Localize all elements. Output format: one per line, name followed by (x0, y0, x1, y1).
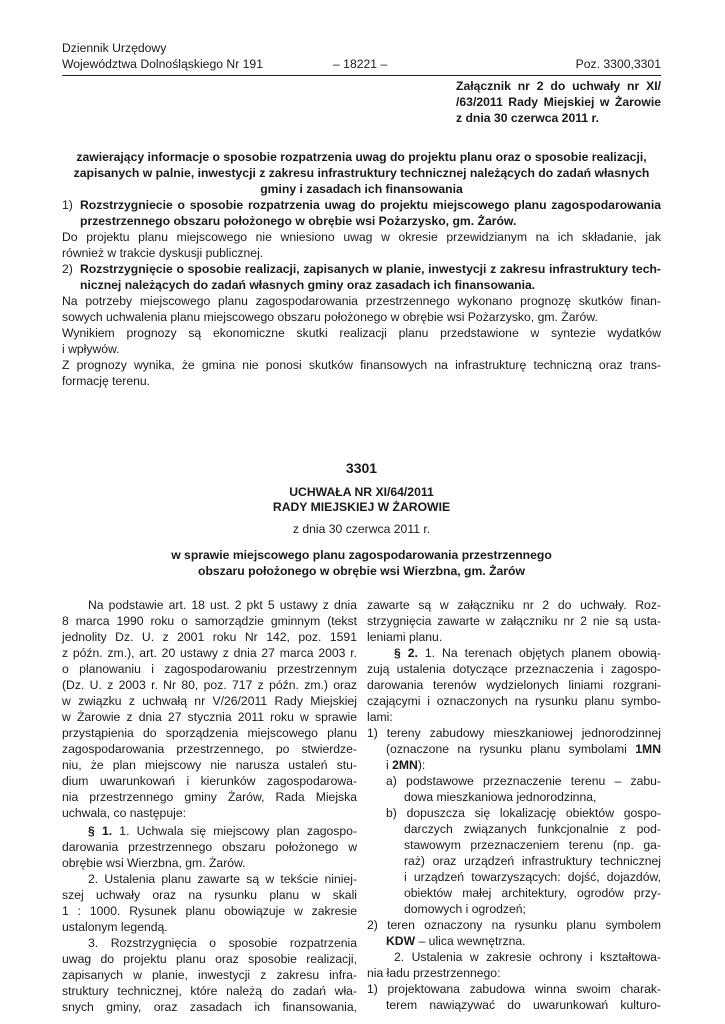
left-column-line: ustalonym legendą. (62, 920, 168, 934)
right-column-line: nia ładu przestrzennego: (367, 966, 501, 980)
left-column-line: w związku z uchwałą nr V/26/2011 Rady Miejskiej (62, 694, 357, 708)
resolution-subject-line1: w sprawie miejscowego planu zagospodarowania przestrzennego (171, 548, 552, 562)
right-column-line: § 2. 1. Na terenach objętych planem obowią- (394, 646, 661, 660)
right-column-line: KDW – ulica wewnętrzna. (386, 934, 526, 948)
right-column-line: i urządzeń towarzyszących: dojść, dojazdów, (404, 870, 661, 884)
right-column-line: 1) tereny zabudowy mieszkaniowej jednorodzinnej (367, 726, 661, 740)
right-column-line: strzygnięcia zawarte w załączniku nr 2 nie są usta- (367, 614, 661, 628)
annex-para3-line2: i wpływów. (62, 342, 120, 356)
left-column-line: zagospodarowania przestrzennego, po stwierdze- (62, 742, 357, 756)
resolution-subject-line2: obszaru położonego w obrębie wsi Wierzbna, gm. Żarów (198, 564, 525, 578)
left-column-line: 1 : 1000. Rysunek planu obowiązuje w zakresie (62, 904, 357, 918)
right-column-line: a) podstawowe przeznaczenie terenu – zabu- (386, 774, 661, 788)
attachment-line2: /63/2011 Rady Miejskiej w Żarowie (456, 95, 661, 109)
annex-item2-number: 2) (62, 262, 73, 276)
left-column-line: szej uchwały oraz na rysunku planu w skali (62, 888, 357, 902)
annex-item1-line1: Rozstrzygniecie o sposobie rozpatrzenia uwag do projektu miejscowego planu zagospodarowania (80, 198, 661, 212)
left-column-line: 2. Ustalenia planu zawarte są w tekście niniej- (88, 872, 357, 886)
left-column-line: niu, że plan miejscowy nie narusza ustaleń stu- (62, 758, 357, 772)
journal-title-line2: Województwa Dolnośląskiego Nr 191 (62, 57, 263, 71)
right-column-line: b) dopuszcza się lokalizację obiektów gospo- (386, 806, 661, 820)
right-column-line: raż) oraz urządzeń infrastruktury technicznej (404, 854, 661, 868)
annex-para2-line1: Na potrzeby miejscowego planu zagospodarowania przestrzennego wykonano prognozę skutków finan- (62, 294, 661, 308)
left-column-line: 8 marca 1990 roku o samorządzie gminnym (tekst (62, 614, 357, 628)
right-column-line: leniami planu. (367, 630, 443, 644)
left-column-line: obrębie wsi Wierzbna, gm. Żarów. (62, 856, 246, 870)
left-column-line: dium uwarunkowań i kierunków zagospodarowa- (62, 774, 357, 788)
left-column-line: snych gminy, oraz zasadach ich finansowania, (62, 1000, 357, 1014)
annex-para3-line1: Wynikiem prognozy są ekonomiczne skutki realizacji planu przedstawione w syntezie wydatków (62, 326, 661, 340)
left-column-line: 3. Rozstrzygnięcia o sposobie rozpatrzenia (88, 936, 357, 950)
annex-item1-number: 1) (62, 198, 73, 212)
annex-item2-line2: nicznej należących do zadań własnych gminy oraz zasadach ich finansowania. (80, 278, 536, 292)
journal-title-line1: Dziennik Urzędowy (62, 41, 167, 55)
left-column-line: Na podstawie art. 18 ust. 2 pkt 5 ustawy z dnia (88, 598, 357, 612)
resolution-date: z dnia 30 czerwca 2011 r. (292, 522, 431, 536)
right-column-line: (oznaczone na rysunku planu symbolami 1MN (386, 742, 661, 756)
right-column-line: stawowym przeznaczeniem terenu (np. ga- (404, 838, 661, 852)
right-column-line: dowa mieszkaniowa jednorodzinna, (404, 790, 597, 804)
right-column-line: 2) teren oznaczony na rysunku planu symbolem (367, 918, 661, 932)
left-column-line: § 1. 1. Uchwala się miejscowy plan zagospo- (88, 824, 357, 838)
left-column-line: zapisanych w planie, inwestycji z zakresu infra- (62, 968, 357, 982)
attachment-line1: Załącznik nr 2 do uchwały nr XI/ (456, 79, 661, 93)
left-column-line: przystąpienia do sporządzenia miejscowego planu (62, 726, 357, 740)
right-column-line: domowych i ogrodzeń; (404, 902, 526, 916)
left-column-line: uwag do projektu planu oraz sposobie realizacji, (62, 952, 357, 966)
annex-para1-line2: również w trakcie dyskusji publicznej. (62, 246, 264, 260)
left-column-line: jednolity Dz. U. z 2001 roku Nr 142, poz. 1591 (62, 630, 357, 644)
right-column-line: zują ustalenia dotyczące przeznaczenia i zagospo- (367, 662, 661, 676)
right-column-line: czającymi i oznaczonych na rysunku planu symbo- (367, 694, 661, 708)
right-column-line: darowania terenów wydzielonych liniami rozgrani- (367, 678, 661, 692)
left-column-line: (Dz. U. z 2003 r. Nr 80, poz. 717 z późn. zm.) oraz (62, 678, 357, 692)
right-column-line: 2. Ustalenia w zakresie ochrony i kształtowa- (394, 950, 661, 964)
right-column-line: terem nawiązywać do uwarunkowań kulturo- (386, 998, 661, 1012)
position-number: Poz. 3300,3301 (575, 57, 661, 71)
right-column-line: 1) projektowana zabudowa winna swoim charak- (367, 982, 661, 996)
left-column-line: o planowaniu i zagospodarowaniu przestrzennym (62, 662, 357, 676)
annex-para2-line2: sowych uchwalenia planu miejscowego obszaru położonego w obrębie wsi Pożarzysko, gm. Żarów. (62, 310, 598, 324)
annex-para4-line2: formację terenu. (62, 374, 151, 388)
left-column-line: w Żarowie z dnia 27 stycznia 2011 roku w sprawie (62, 710, 357, 724)
left-column-line: z późn. zm.), art. 20 ustawy z dnia 27 marca 2003 r. (62, 646, 357, 660)
resolution-title-line2: RADY MIEJSKIEJ W ŻAROWIE (272, 500, 451, 514)
left-column-line: darowania przestrzennego obszaru położonego w (62, 840, 357, 854)
resolution-title-line1: UCHWAŁA NR XI/64/2011 (289, 485, 434, 499)
left-column-line: nia przestrzennego gminy Żarów, Rada Miejska (62, 790, 357, 804)
annex-item2-line1: Rozstrzygnięcie o sposobie realizacji, zapisanych w planie, inwestycji z zakresu infrastruktury tech- (80, 262, 661, 276)
right-column-line: obiektów małej architektury, ogrodów przy- (404, 886, 661, 900)
annex-item1-line2: przestrzennego obszaru położonego w obrębie wsi Pożarzysko, gm. Żarów. (80, 214, 517, 228)
page-number: – 18221 – (333, 57, 388, 71)
right-column-line: darczych związanych funkcjonalnie z pod- (404, 822, 661, 836)
annex-para4-line1: Z prognozy wynika, że gmina nie ponosi skutków finansowych na infrastrukturę techniczną oraz trans- (62, 358, 661, 372)
attachment-line3: z dnia 30 czerwca 2011 r. (456, 111, 599, 125)
annex-title-line3: gminy i zasadach ich finansowania (260, 182, 463, 196)
annex-para1-line1: Do projektu planu miejscowego nie wniesiono uwag w okresie przewidzianym na ich składanie, jak (62, 230, 661, 244)
right-column-line: lami: (367, 710, 393, 724)
right-column-line: i 2MN): (386, 758, 426, 772)
annex-title-line1: zawierający informacje o sposobie rozpatrzenia uwag do projektu planu oraz o sposobie realizacji, (76, 150, 647, 164)
resolution-number: 3301 (345, 460, 378, 476)
annex-title-line2: zapisanych w palnie, inwestycji z zakresu infrastruktury technicznej należących do zadań własnych (73, 166, 650, 180)
left-column-line: uchwala, co następuje: (62, 806, 186, 820)
header-divider (62, 75, 661, 76)
left-column-line: struktury technicznej, które należą do zadań wła- (62, 984, 357, 998)
right-column-line: zawarte są w załączniku nr 2 do uchwały. Roz- (367, 598, 661, 612)
